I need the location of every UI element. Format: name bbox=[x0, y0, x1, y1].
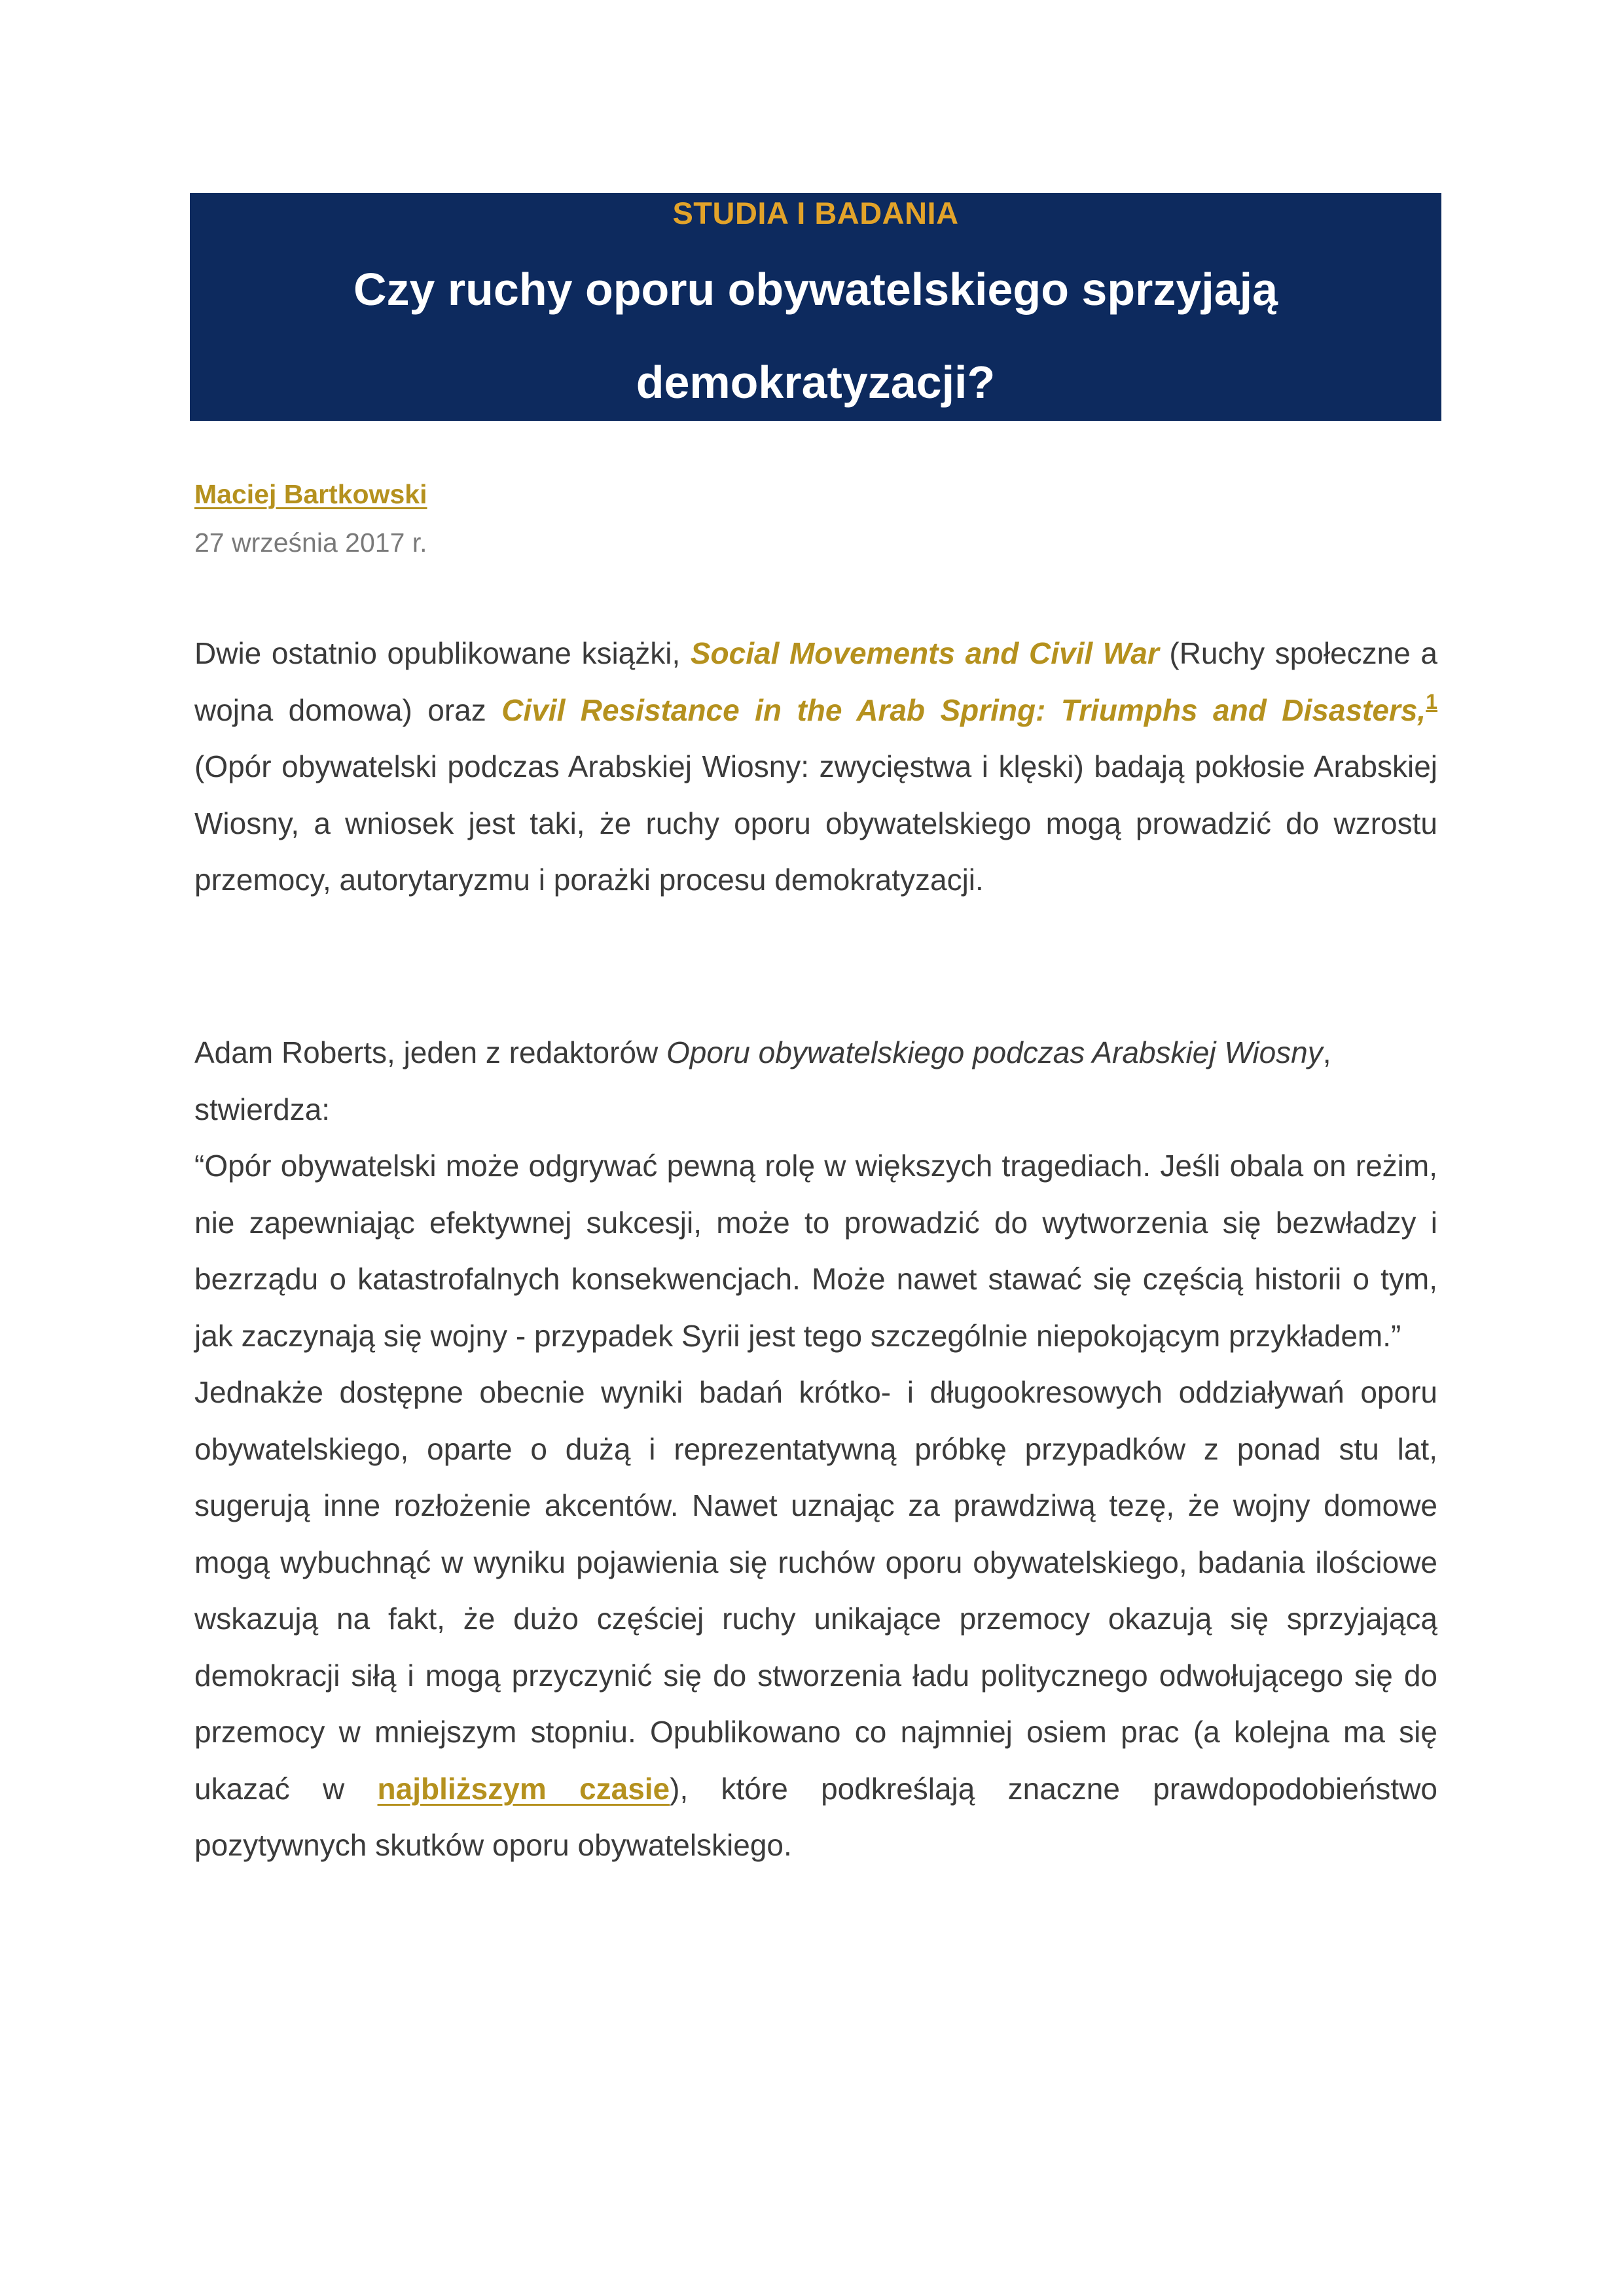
paragraph-main bbox=[194, 1364, 1437, 1874]
article-title: Czy ruchy oporu obywatelskiego sprzyjają demokratyzacji? bbox=[353, 264, 1278, 408]
publication-date: 27 września 2017 r. bbox=[194, 528, 427, 558]
paragraph-text: Dwie ostatnio opublikowane książki, bbox=[194, 636, 691, 670]
blockquote: “Opór obywatelski może odgrywać pewną rolę w większych tragediach. Jeśli obala on reżim, nie zapewniając efektywnej sukcesji, może to prowadzić do wytworzenia się bezwładzy i bezrządu o katastrofalnych konsekwencjach. Może nawet stawać się częścią historii o tym, jak zaczynają się wojny - przypadek Syrii jest tego szczególnie niepokojącym przykładem.” bbox=[194, 1149, 1437, 1353]
paragraph-quote-section bbox=[194, 1024, 1437, 1874]
book-title: Oporu obywatelskiego podczas Arabskiej Wiosny bbox=[666, 1035, 1323, 1069]
paragraph-text: (Opór obywatelski podczas Arabskiej Wiosny: zwycięstwa i klęski) badają pokłosie Arabskiej Wiosny, a wniosek jest taki, że ruchy oporu obywatelskiego mogą prowadzić do wzrostu przemocy, autorytaryzmu i porażki procesu demokratyzacji. bbox=[194, 749, 1437, 897]
article-header-banner bbox=[190, 193, 1441, 421]
section-label: STUDIA I BADANIA bbox=[672, 196, 959, 230]
paragraph-text: Jednakże dostępne obecnie wyniki badań krótko- i długookresowych oddziaływań oporu obywatelskiego, oparte o dużą i reprezentatywną próbkę przypadków z ponad stu lat, sugerują inne rozłożenie akcentów. Nawet uznając za prawdziwą tezę, że wojny domowe mogą wybuchnąć w wyniku pojawienia się ruchów oporu obywatelskiego, badania ilościowe wskazują na fakt, że dużo częściej ruchy unikające przemocy okazują się sprzyjającą demokracji siłą i mogą przyczynić się do stworzenia ładu politycznego odwołującego się do przemocy w mniejszym stopniu. Opublikowano co najmniej osiem prac (a kolejna ma się ukazać w bbox=[194, 1375, 1437, 1806]
paragraph-text: ), które podkreślają znaczne prawdopodobieństwo pozytywnych skutków oporu obywatelskiego. bbox=[194, 1771, 1437, 1862]
paragraph-text: (Ruchy społeczne a wojna domowa) oraz bbox=[194, 636, 1437, 727]
paragraph-text: , stwierdza: bbox=[194, 1035, 1331, 1126]
quote-intro bbox=[194, 1024, 1437, 1138]
footnote-link[interactable]: 1 bbox=[1426, 689, 1437, 713]
upcoming-publication-link[interactable]: najbliższym czasie bbox=[377, 1771, 670, 1806]
book-title-link[interactable]: Civil Resistance in the Arab Spring: Triumphs and Disasters bbox=[501, 692, 1418, 727]
paragraph-intro bbox=[194, 625, 1437, 908]
book-title-link[interactable]: Social Movements and Civil War bbox=[690, 636, 1159, 670]
paragraph-text: , bbox=[1417, 692, 1426, 727]
paragraph-text: Adam Roberts, jeden z redaktorów bbox=[194, 1035, 667, 1069]
author-link[interactable]: Maciej Bartkowski bbox=[194, 479, 427, 509]
